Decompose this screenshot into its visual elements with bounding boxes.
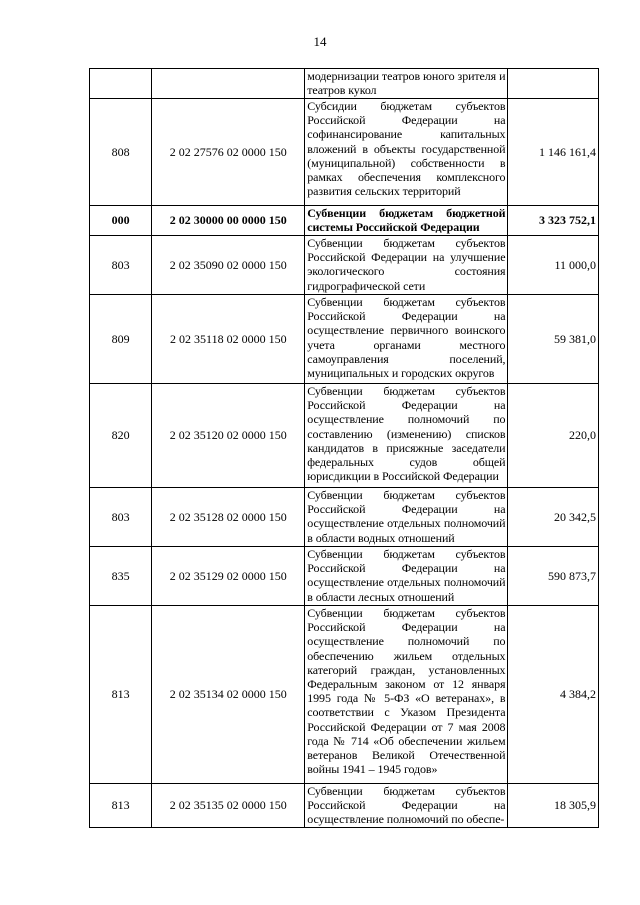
revenue-name-cell: Субвенции бюджетам субъектов Российской Федерации на осуществление полномочий по обеспе- <box>305 784 508 828</box>
amount-cell: 220,0 <box>508 384 599 488</box>
kbk-code-cell <box>152 69 305 99</box>
amount-cell: 18 305,9 <box>508 784 599 828</box>
amount-cell: 11 000,0 <box>508 236 599 295</box>
table-row <box>90 384 599 488</box>
amount-cell: 4 384,2 <box>508 606 599 784</box>
budget-table-body <box>90 69 599 828</box>
amount-cell: 59 381,0 <box>508 295 599 384</box>
kbk-code-cell: 2 02 35134 02 0000 150 <box>152 606 305 784</box>
admin-code-cell: 808 <box>90 99 152 206</box>
revenue-name-cell: Субвенции бюджетам субъектов Российской Федерации на осуществление полномочий по обеспечению жильем отдельных категорий граждан, установленных Федеральным законом от 12 января 1995 года № 5-ФЗ «О ветеранах», в соответствии с Указом Президента Российской Федерации от 7 мая 2008 года № 714 «Об обеспечении жильем ветеранов Великой Отечественной войны 1941 – 1945 годов» <box>305 606 508 784</box>
revenue-name-cell: Субвенции бюджетам субъектов Российской Федерации на осуществление первичного воинского учета органами местного самоуправления поселений, муниципальных и городских округов <box>305 295 508 384</box>
admin-code-cell: 813 <box>90 784 152 828</box>
amount-cell: 1 146 161,4 <box>508 99 599 206</box>
kbk-code-cell: 2 02 30000 00 0000 150 <box>152 206 305 236</box>
kbk-code-cell: 2 02 27576 02 0000 150 <box>152 99 305 206</box>
admin-code-cell: 835 <box>90 547 152 606</box>
table-row <box>90 547 599 606</box>
admin-code-cell: 803 <box>90 236 152 295</box>
admin-code-cell: 813 <box>90 606 152 784</box>
amount-cell: 20 342,5 <box>508 488 599 547</box>
kbk-code-cell: 2 02 35135 02 0000 150 <box>152 784 305 828</box>
revenue-name-cell: Субвенции бюджетам субъектов Российской Федерации на осуществление полномочий по составлению (изменению) списков кандидатов в присяжные заседатели федеральных судов общей юрисдикции в Российской Федерации <box>305 384 508 488</box>
table-row <box>90 784 599 828</box>
admin-code-cell: 820 <box>90 384 152 488</box>
revenue-name-cell: Субвенции бюджетам субъектов Российской Федерации на осуществление отдельных полномочий в области водных отношений <box>305 488 508 547</box>
table-row <box>90 606 599 784</box>
kbk-code-cell: 2 02 35118 02 0000 150 <box>152 295 305 384</box>
amount-cell <box>508 69 599 99</box>
table-row <box>90 206 599 236</box>
kbk-code-cell: 2 02 35120 02 0000 150 <box>152 384 305 488</box>
revenue-name-cell: Субвенции бюджетам субъектов Российской Федерации на улучшение экологического состояния гидрографической сети <box>305 236 508 295</box>
table-row <box>90 488 599 547</box>
table-row <box>90 99 599 206</box>
table-row <box>90 295 599 384</box>
kbk-code-cell: 2 02 35128 02 0000 150 <box>152 488 305 547</box>
kbk-code-cell: 2 02 35129 02 0000 150 <box>152 547 305 606</box>
table-row <box>90 69 599 99</box>
page-number: 14 <box>313 34 327 49</box>
admin-code-cell: 803 <box>90 488 152 547</box>
amount-cell: 3 323 752,1 <box>508 206 599 236</box>
revenue-name-cell: Субсидии бюджетам субъектов Российской Федерации на софинансирование капитальных вложений в объекты государственной (муниципальной) собственности в рамках обеспечения комплексного развития сельских территорий <box>305 99 508 206</box>
amount-cell: 590 873,7 <box>508 547 599 606</box>
admin-code-cell: 000 <box>90 206 152 236</box>
table-row <box>90 236 599 295</box>
budget-table <box>89 68 599 828</box>
revenue-name-cell: модернизации театров юного зрителя и театров кукол <box>305 69 508 99</box>
kbk-code-cell: 2 02 35090 02 0000 150 <box>152 236 305 295</box>
admin-code-cell: 809 <box>90 295 152 384</box>
revenue-name-cell: Субвенции бюджетам субъектов Российской Федерации на осуществление отдельных полномочий в области лесных отношений <box>305 547 508 606</box>
admin-code-cell <box>90 69 152 99</box>
revenue-name-cell: Субвенции бюджетам бюджетной системы Российской Федерации <box>305 206 508 236</box>
